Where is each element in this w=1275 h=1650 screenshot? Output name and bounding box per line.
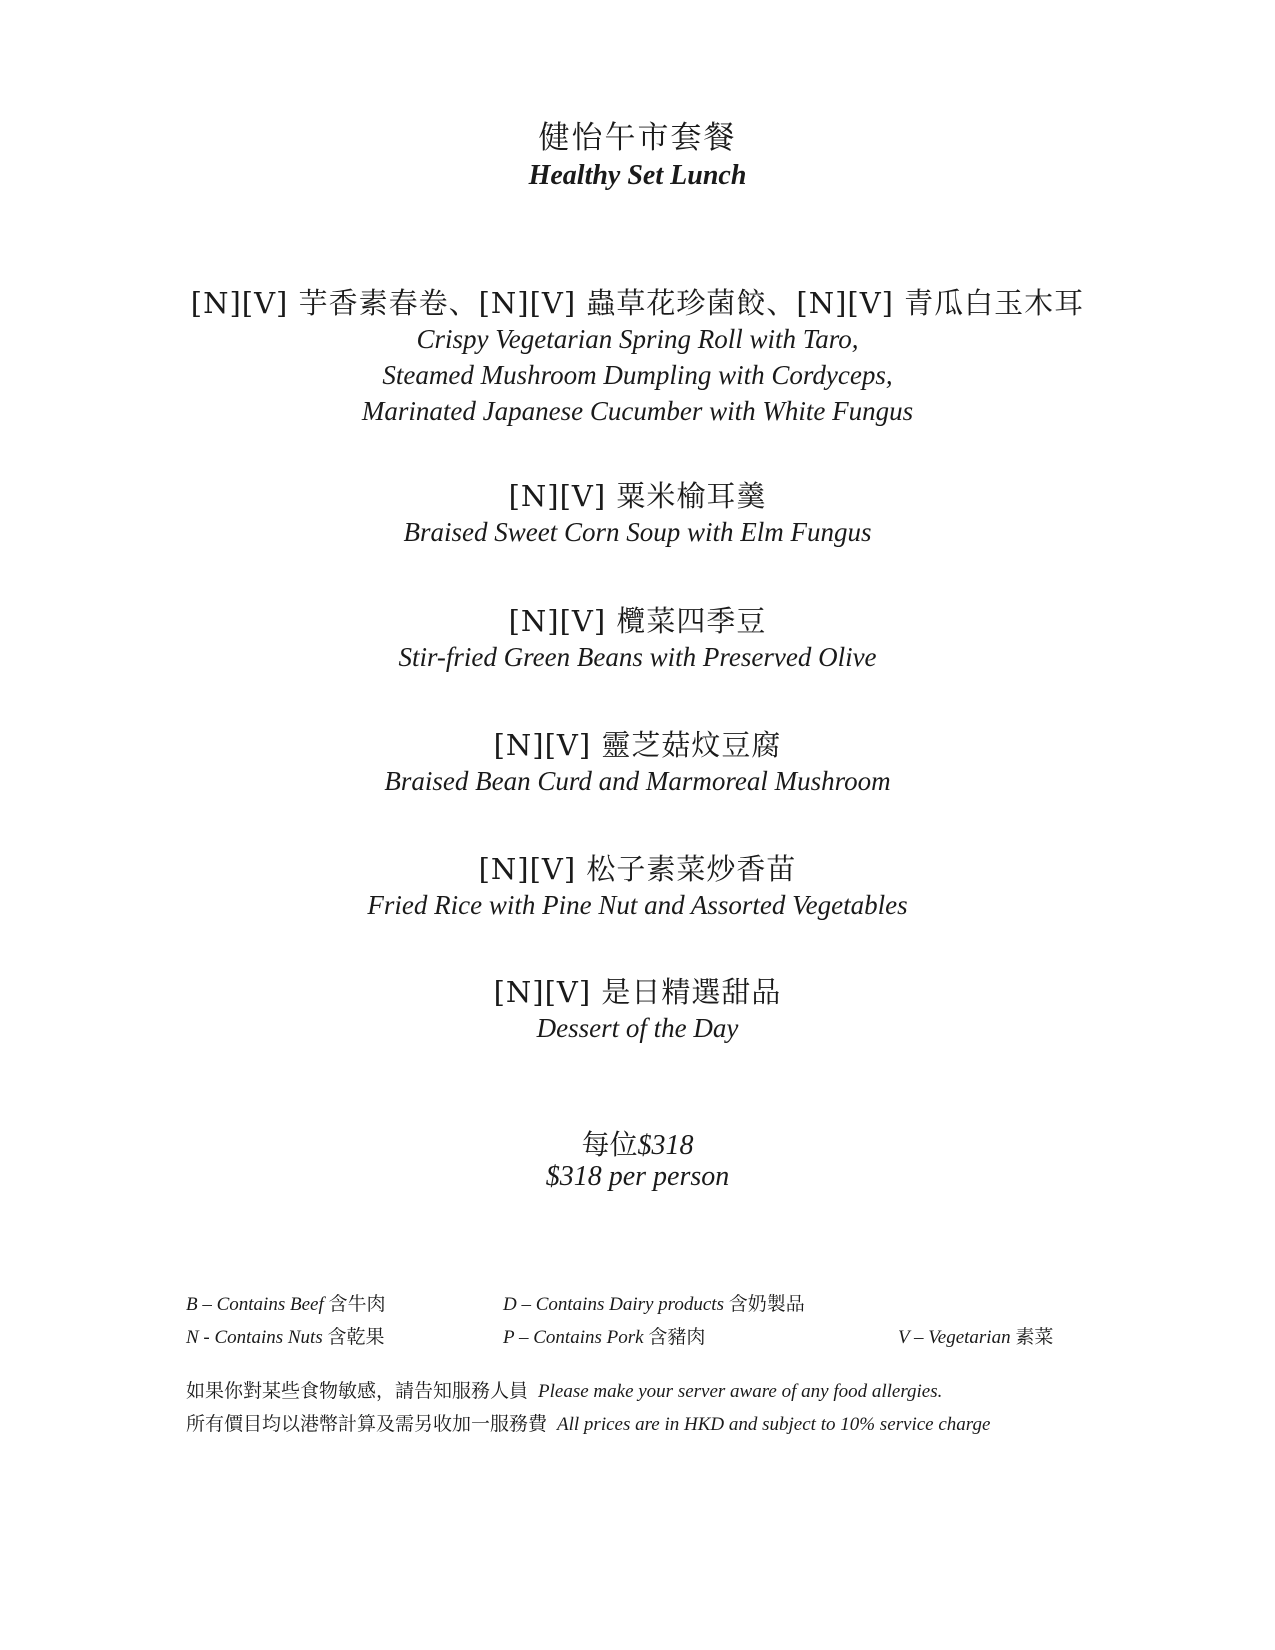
legend-beef-en: B – Contains Beef xyxy=(186,1294,324,1315)
legend-dairy-en: D – Contains Dairy products xyxy=(503,1294,724,1315)
price-en: $318 per person xyxy=(545,1161,730,1192)
course-1-en-line-2: Steamed Mushroom Dumpling with Cordyceps, xyxy=(382,360,893,390)
price-zh-label: 每位 xyxy=(581,1128,638,1161)
course-3-en: Stir-fried Green Beans with Preserved Olive xyxy=(398,642,877,672)
legend-pork xyxy=(503,1324,705,1351)
legend-beef xyxy=(186,1291,386,1318)
legend-beef-zh: 含牛肉 xyxy=(328,1293,386,1315)
course-3-zh: [N][V] 欖菜四季豆 xyxy=(508,604,767,638)
allergy-note-en: Please make your server aware of any food allergies. xyxy=(538,1381,943,1402)
legend-pork-zh: 含豬肉 xyxy=(648,1326,706,1348)
allergy-note-zh: 如果你對某些食物敏感，請告知服務人員 xyxy=(186,1380,529,1402)
legend-veg-en: V – Vegetarian xyxy=(898,1327,1011,1348)
price-zh-amount: $318 xyxy=(637,1130,694,1161)
course-6-en: Dessert of the Day xyxy=(536,1013,739,1043)
allergy-note xyxy=(186,1378,942,1405)
legend-nuts xyxy=(186,1324,385,1351)
course-1-zh: [N][V] 芋香素春卷、[N][V] 蟲草花珍菌餃、[N][V] 青瓜白玉木耳 xyxy=(190,286,1085,320)
legend-pork-en: P – Contains Pork xyxy=(503,1327,644,1348)
course-2-zh: [N][V] 粟米榆耳羹 xyxy=(508,479,767,513)
course-1-en-line-3: Marinated Japanese Cucumber with White Fungus xyxy=(361,396,914,426)
course-4-en: Braised Bean Curd and Marmoreal Mushroom xyxy=(384,766,891,796)
legend-nuts-en: N - Contains Nuts xyxy=(186,1327,323,1348)
legend-veg-zh: 素菜 xyxy=(1015,1326,1054,1348)
price-zh-line xyxy=(0,1128,1275,1163)
course-5-en: Fried Rice with Pine Nut and Assorted Vegetables xyxy=(367,890,908,920)
service-charge-note-zh: 所有價目均以港幣計算及需另收加一服務費 xyxy=(186,1413,548,1435)
course-6-zh: [N][V] 是日精選甜品 xyxy=(493,975,782,1009)
legend-nuts-zh: 含乾果 xyxy=(327,1326,385,1348)
course-1-en-line-1: Crispy Vegetarian Spring Roll with Taro, xyxy=(416,324,859,354)
service-charge-note-en: All prices are in HKD and subject to 10% service charge xyxy=(557,1414,991,1435)
legend-dairy-zh: 含奶製品 xyxy=(728,1293,805,1315)
course-5-zh: [N][V] 松子素菜炒香苗 xyxy=(478,852,797,886)
course-2-en: Braised Sweet Corn Soup with Elm Fungus xyxy=(403,517,872,547)
menu-title-en: Healthy Set Lunch xyxy=(528,160,747,191)
menu-title-zh: 健怡午市套餐 xyxy=(538,120,737,156)
legend-dairy xyxy=(503,1291,805,1318)
course-4-zh: [N][V] 靈芝菇炆豆腐 xyxy=(493,728,782,762)
service-charge-note xyxy=(186,1411,990,1438)
legend-vegetarian xyxy=(898,1324,1053,1351)
